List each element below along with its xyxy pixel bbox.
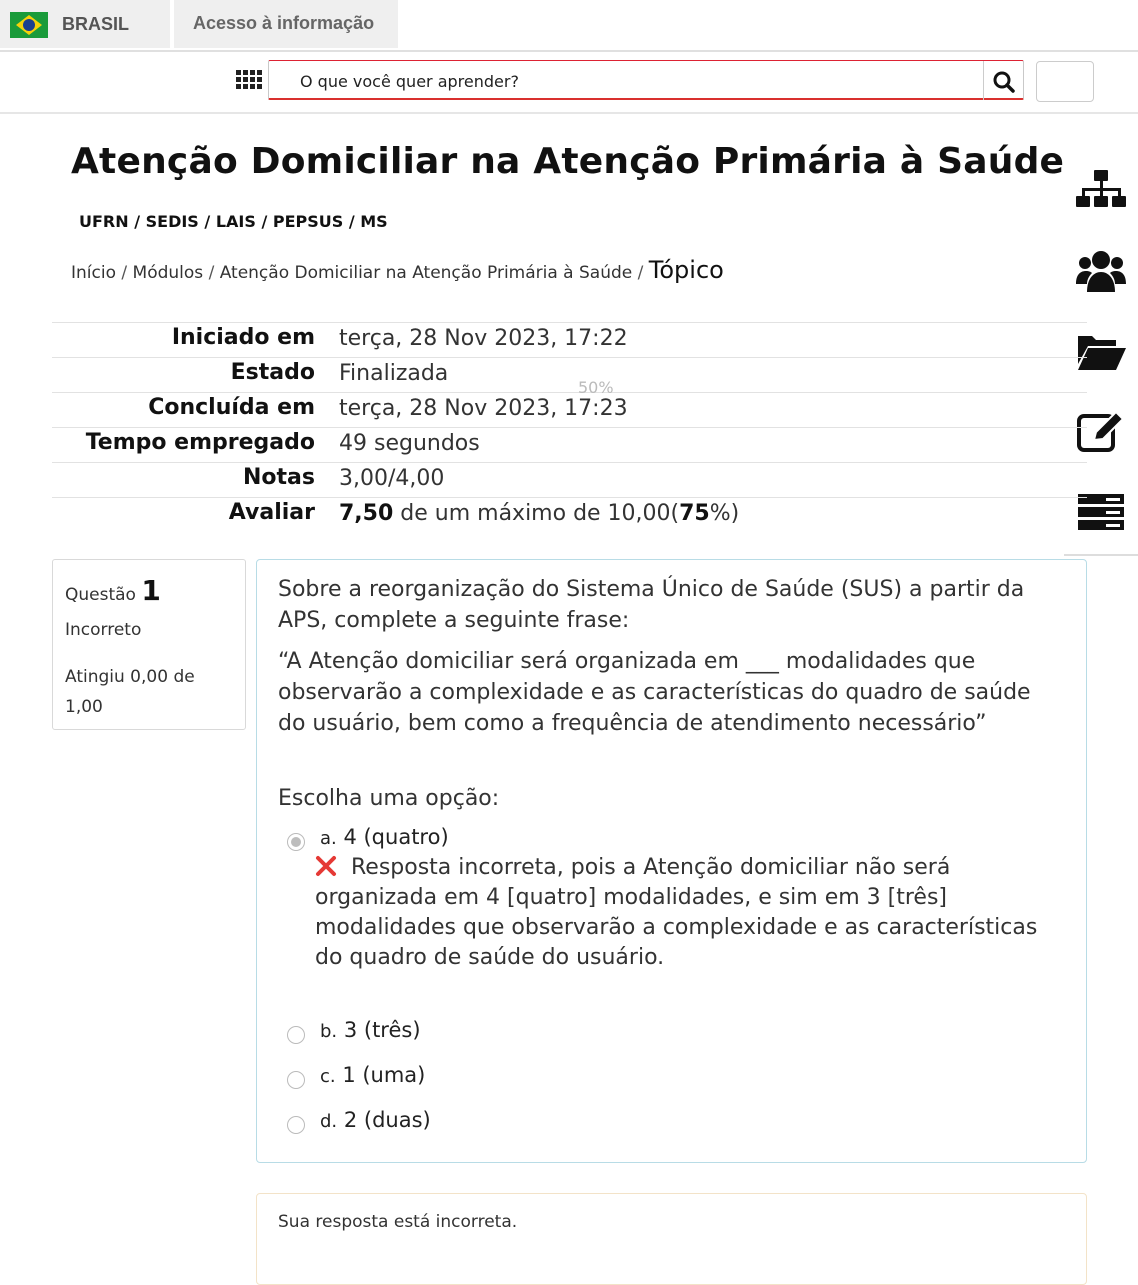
summary-label: Tempo empregado: [85, 430, 315, 455]
sitemap-icon[interactable]: [1076, 168, 1126, 212]
question-text-intro: Sobre a reorganização do Sistema Único de Saúde (SUS) a partir da APS, complete a seguinte frase:: [278, 577, 1025, 633]
summary-value: 49 segundos: [339, 431, 480, 456]
search-button[interactable]: [990, 68, 1018, 96]
radio-button[interactable]: [287, 1026, 305, 1044]
question-content: [256, 559, 1087, 1163]
question-text: [278, 574, 1038, 749]
summary-value: terça, 28 Nov 2023, 17:23: [339, 396, 628, 421]
grade-percent: 75: [679, 501, 710, 526]
summary-row: [52, 357, 1087, 392]
question-mark: Atingiu 0,00 de 1,00: [65, 667, 195, 717]
summary-row-grade: [52, 497, 1087, 532]
breadcrumb-separator: /: [637, 263, 644, 283]
answer-feedback: [315, 852, 1045, 973]
summary-label: Concluída em: [148, 395, 315, 420]
brazil-flag-icon: [10, 12, 48, 38]
gov-brasil-link[interactable]: [0, 0, 170, 48]
question-number-value: 1: [141, 574, 161, 607]
summary-row: [52, 462, 1087, 497]
breadcrumb-item-course[interactable]: Atenção Domiciliar na Atenção Primária à Saúde: [219, 263, 633, 283]
summary-label: Avaliar: [228, 500, 315, 525]
gov-brasil-label: BRASIL: [62, 14, 129, 34]
summary-value: Finalizada: [339, 361, 449, 386]
outcome-text: Sua resposta está incorreta.: [278, 1212, 518, 1232]
search-icon: [990, 68, 1018, 96]
option-label: c. 1 (uma): [320, 1063, 426, 1087]
question-label: Questão: [65, 585, 136, 605]
search-divider: [983, 61, 984, 100]
breadcrumb-item-modulos[interactable]: Módulos: [132, 263, 204, 283]
summary-label: Estado: [230, 360, 315, 385]
breadcrumb: [71, 256, 724, 284]
breadcrumb-separator: /: [208, 263, 215, 283]
summary-value: terça, 28 Nov 2023, 17:22: [339, 326, 628, 351]
summary-grade-value: [339, 501, 739, 526]
radio-button[interactable]: [287, 833, 305, 851]
summary-row: [52, 427, 1087, 462]
summary-label: Notas: [243, 465, 315, 490]
acesso-informacao-link[interactable]: [174, 0, 398, 48]
search-input[interactable]: [300, 64, 980, 98]
gov-bar: [0, 0, 1138, 52]
question-text-statement: “A Atenção domiciliar será organizada em ___ modalidades que observarão a complexidade e as características do quadro de saúde do usuário, bem como a frequência de atendimento necessário”: [278, 649, 1031, 736]
breadcrumb-item-inicio[interactable]: Início: [71, 263, 116, 283]
summary-label: Iniciado em: [171, 325, 315, 350]
breadcrumb-current: Tópico: [648, 256, 724, 284]
incorrect-x-icon: [315, 855, 337, 877]
feedback-text: Resposta incorreta, pois a Atenção domiciliar não será organizada em 4 [quatro] modalidades, e sim em 3 [três] modalidades que observarão a complexidade e as características do quadro de saúde do usuário.: [315, 855, 1038, 970]
apps-grid-icon[interactable]: [236, 70, 261, 90]
question-outcome: [256, 1193, 1087, 1285]
question-info-panel: [52, 559, 246, 730]
grade-suffix: %): [709, 501, 740, 526]
course-subtitle: UFRN / SEDIS / LAIS / PEPSUS / MS: [79, 212, 388, 231]
attempt-summary-table: [52, 322, 1087, 532]
question-state: Incorreto: [65, 620, 142, 640]
grade-score: 7,50: [339, 501, 394, 526]
option-label: a. 4 (quatro): [320, 825, 449, 849]
grade-text: de um máximo de 10,00(: [393, 501, 680, 526]
radio-button[interactable]: [287, 1116, 305, 1134]
ghost-percent-label: 50%: [578, 378, 614, 397]
users-icon[interactable]: [1076, 248, 1126, 292]
search-bar-row: [0, 52, 1138, 114]
acesso-informacao-label: Acesso à informação: [193, 13, 375, 33]
radio-button[interactable]: [287, 1071, 305, 1089]
summary-row: [52, 322, 1087, 357]
option-label: d. 2 (duas): [320, 1108, 431, 1132]
summary-value: 3,00/4,00: [339, 466, 445, 491]
question-number: [65, 574, 161, 607]
answer-prompt: Escolha uma opção:: [278, 786, 500, 811]
breadcrumb-separator: /: [121, 263, 128, 283]
user-menu-button[interactable]: [1036, 61, 1094, 102]
page-title: Atenção Domiciliar na Atenção Primária à Saúde: [71, 141, 1065, 182]
option-label: b. 3 (três): [320, 1018, 421, 1042]
summary-row: [52, 392, 1087, 427]
